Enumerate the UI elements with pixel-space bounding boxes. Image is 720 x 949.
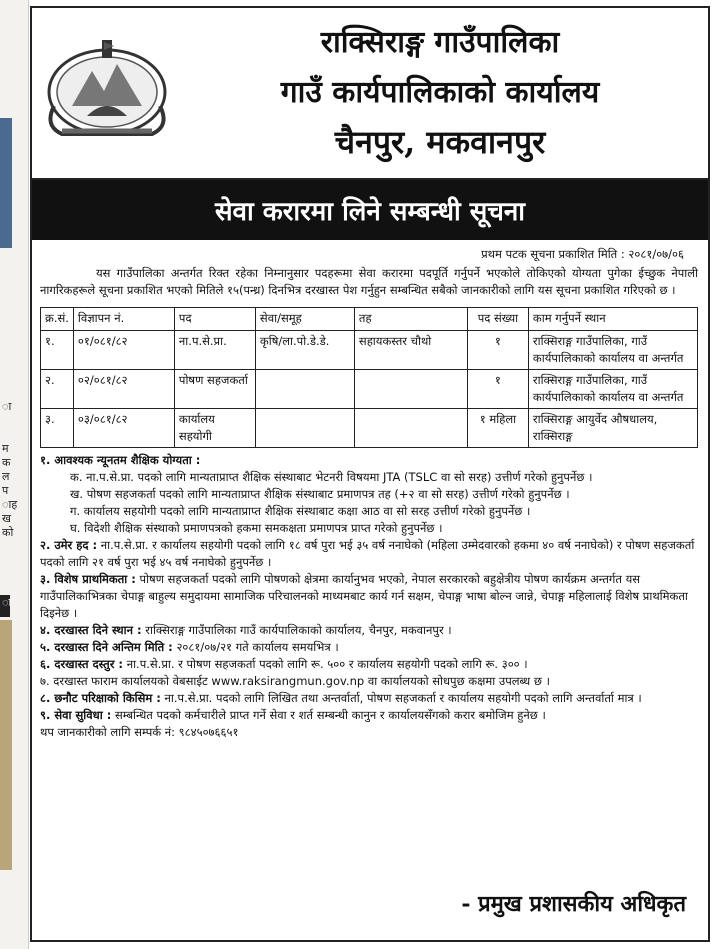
- table-cell: सहायकस्तर चौथो: [354, 331, 467, 370]
- table-row: [41, 331, 698, 370]
- table-cell: राक्सिराङ्ग आयुर्वेद औषधालय, राक्सिराङ्ग: [528, 409, 697, 448]
- office-address: चैनपुर, मकवानपुर: [334, 123, 546, 161]
- table-cell: [255, 409, 354, 448]
- table-cell: कार्यालय सहयोगी: [174, 409, 255, 448]
- table-cell: १: [467, 331, 528, 370]
- item-text: पोषण सहजकर्ता पदको लागि पोषणको क्षेत्रमा कार्यानुभव भएको, नेपाल सरकारको बहुक्षेत्रीय पोषण कार्यक्रम अन्तर्गत यस गाउँपालिकाभित्रका चेपाङ्ग बाहुल्य समुदायमा सामाजिक परिचालनको माध्यमबाट कार्य गर्न सक्षम, चेपाङ्ग भाषा बोल्न जान्ने, चेपाङ्ग महिलालाई विशेष प्राथमिकता दिइनेछ ।: [40, 572, 688, 620]
- table-cell: [354, 409, 467, 448]
- table-cell: ३.: [41, 409, 74, 448]
- qualification-heading: १. आवश्यक न्यूनतम शैक्षिक योग्यता :: [40, 453, 201, 467]
- table-cell: ना.प.से.प्रा.: [174, 331, 255, 370]
- deadline-item: [40, 639, 698, 656]
- adjacent-page-char: ा: [2, 596, 12, 609]
- item-text: राक्सिराङ्ग गाउँपालिका गाउँ कार्यपालिकाको कार्यालय, चैनपुर, मकवानपुर ।: [145, 623, 452, 637]
- publish-date: प्रथम पटक सूचना प्रकाशित मिति : २०८१/०७/०६: [481, 247, 684, 261]
- priority-item: [40, 571, 698, 622]
- item-text: ना.प.से.प्रा. र पोषण सहजकर्ता पदको लागि रू. ५०० र कार्यालय सहयोगी पदको लागि रू. ३०० ।: [126, 657, 528, 671]
- table-cell: ०१/०८१/८२: [73, 331, 174, 370]
- item-label: ८. छनौट परिक्षाको किसिम :: [40, 691, 161, 705]
- column-header: क्र.सं.: [41, 308, 74, 331]
- nepal-emblem-icon: [42, 36, 172, 141]
- notice-document: [30, 6, 710, 942]
- signature-line: - प्रमुख प्रशासकीय अधिकृत: [461, 891, 686, 917]
- facility-item: [40, 707, 698, 724]
- column-header: काम गर्नुपर्ने स्थान: [528, 308, 697, 331]
- item-label: ४. दरखास्त दिने स्थान :: [40, 623, 142, 637]
- table-row: [41, 409, 698, 448]
- column-header: पद संख्या: [467, 308, 528, 331]
- item-label: ५. दरखास्त दिने अन्तिम मिति :: [40, 640, 173, 654]
- column-header: विज्ञापन नं.: [73, 308, 174, 331]
- contact-line: थप जानकारीको लागि सम्पर्क नं: ९८४५०७६६५१: [40, 725, 239, 739]
- intro-paragraph: यस गाउँपालिका अन्तर्गत रिक्त रहेका निम्नानुसार पदहरूमा सेवा करारमा पदपूर्ति गर्नुपर्ने भएकोले तोकिएको योग्यता पुगेका ईच्छुक नेपाली नागरिकहरूले सूचना प्रकाशित भएको मितिले १५(पन्ध्र) दिनभित्र दरखास्त पेश गर्नुहुन सम्बन्धित सबैको जानकारीको लागि यस सूचना प्रकाशित गरिएको छ ।: [40, 266, 698, 297]
- table-cell: पोषण सहजकर्ता: [174, 370, 255, 409]
- selection-item: [40, 690, 698, 707]
- municipality-name: राक्सिराङ्ग गाउँपालिका: [320, 25, 560, 60]
- item-label: ३. विशेष प्राथमिकता :: [40, 572, 136, 586]
- qualification-item: क. ना.प.से.प्रा. पदको लागि मान्यताप्राप्त शैक्षिक संस्थाबाट भेटनरी विषयमा JTA (TSLC वा सो सरह) उत्तीर्ण गरेको हुनुपर्नेछ ।: [70, 470, 593, 484]
- item-label: २. उमेर हद :: [40, 538, 98, 552]
- application-place-item: [40, 622, 698, 639]
- table-cell: १ महिला: [467, 409, 528, 448]
- column-header: तह: [354, 308, 467, 331]
- table-cell: कृषि/ला.पो.डे.डे.: [255, 331, 354, 370]
- qualification-item: ग. कार्यालय सहयोगी पदको लागि मान्यताप्राप्त शैक्षिक संस्थाबाट कक्षा आठ वा सो सरह उत्तीर्ण गरेको हुनुपर्नेछ ।: [70, 504, 531, 518]
- table-cell: २.: [41, 370, 74, 409]
- table-cell: राक्सिराङ्ग गाउँपालिका, गाउँ कार्यपालिकाको कार्यालय वा अन्तर्गत: [528, 331, 697, 370]
- form-availability-item: ७. दरखास्त फाराम कार्यालयको वेबसाईट www.raksirangmun.gov.np वा कार्यालयको सोधपुछ कक्षमा उपलब्ध छ ।: [40, 674, 550, 688]
- office-name: गाउँ कार्यपालिकाको कार्यालय: [280, 75, 600, 110]
- age-limit-item: [40, 537, 698, 571]
- vacancy-table: [40, 307, 698, 448]
- item-text: २०८१/०७/२१ गते कार्यालय समयभित्र ।: [176, 640, 339, 654]
- table-row: [41, 370, 698, 409]
- notice-body: [32, 240, 708, 741]
- adjacent-photo: [0, 118, 12, 248]
- adjacent-page-edge: [0, 0, 29, 949]
- table-cell: १: [467, 370, 528, 409]
- item-text: सम्बन्धित पदको कर्मचारीले प्राप्त गर्ने सेवा र शर्त सम्बन्धी कानुन र कार्यालयसँगको करार बमोजिम हुनेछ ।: [114, 708, 546, 722]
- letterhead: [32, 8, 708, 180]
- item-text: ना.प.से.प्रा. र कार्यालय सहयोगी पदको लागि १८ वर्ष पुरा भई ३५ वर्ष ननाघेको (महिला उम्मेदवारको हकमा ४० वर्ष ननाघेको) र पोषण सहजकर्ता पदको लागि २१ वर्ष पुरा भई ४५ वर्ष ननाघेको हुनुपर्नेछ ।: [40, 538, 695, 569]
- table-cell: राक्सिराङ्ग गाउँपालिका, गाउँ कार्यपालिकाको कार्यालय वा अन्तर्गत: [528, 370, 697, 409]
- table-header-row: [41, 308, 698, 331]
- adjacent-page-text: ा म क ल प ाह ख को: [2, 400, 18, 539]
- requirements-list: [40, 452, 698, 741]
- column-header: सेवा/समूह: [255, 308, 354, 331]
- table-cell: १.: [41, 331, 74, 370]
- column-header: पद: [174, 308, 255, 331]
- table-cell: ०२/०८१/८२: [73, 370, 174, 409]
- fee-item: [40, 656, 698, 673]
- item-text: ना.प.से.प्रा. पदको लागि लिखित तथा अन्तर्वार्ता, पोषण सहजकर्ता र कार्यालय सहयोगी पदको लागि अन्तर्वार्ता मात्र ।: [164, 691, 642, 705]
- qualification-item: घ. विदेशी शैक्षिक संस्थाको प्रमाणपत्रको हकमा समकक्षता प्रमाणपत्र प्राप्त गरेको हुनुपर्नेछ ।: [70, 521, 443, 535]
- notice-title-banner: सेवा करारमा लिने सम्बन्धी सूचना: [32, 180, 708, 240]
- table-cell: ०३/०८१/८२: [73, 409, 174, 448]
- table-cell: [354, 370, 467, 409]
- adjacent-photo: [0, 620, 12, 870]
- table-cell: [255, 370, 354, 409]
- item-label: ९. सेवा सुविधा :: [40, 708, 112, 722]
- qualification-item: ख. पोषण सहजकर्ता पदको लागि मान्यताप्राप्त शैक्षिक संस्थाबाट प्रमाणपत्र तह (+२ वा सो सरह) उत्तीर्ण गरेको हुनुपर्नेछ ।: [70, 487, 570, 501]
- item-label: ६. दरखास्त दस्तुर :: [40, 657, 124, 671]
